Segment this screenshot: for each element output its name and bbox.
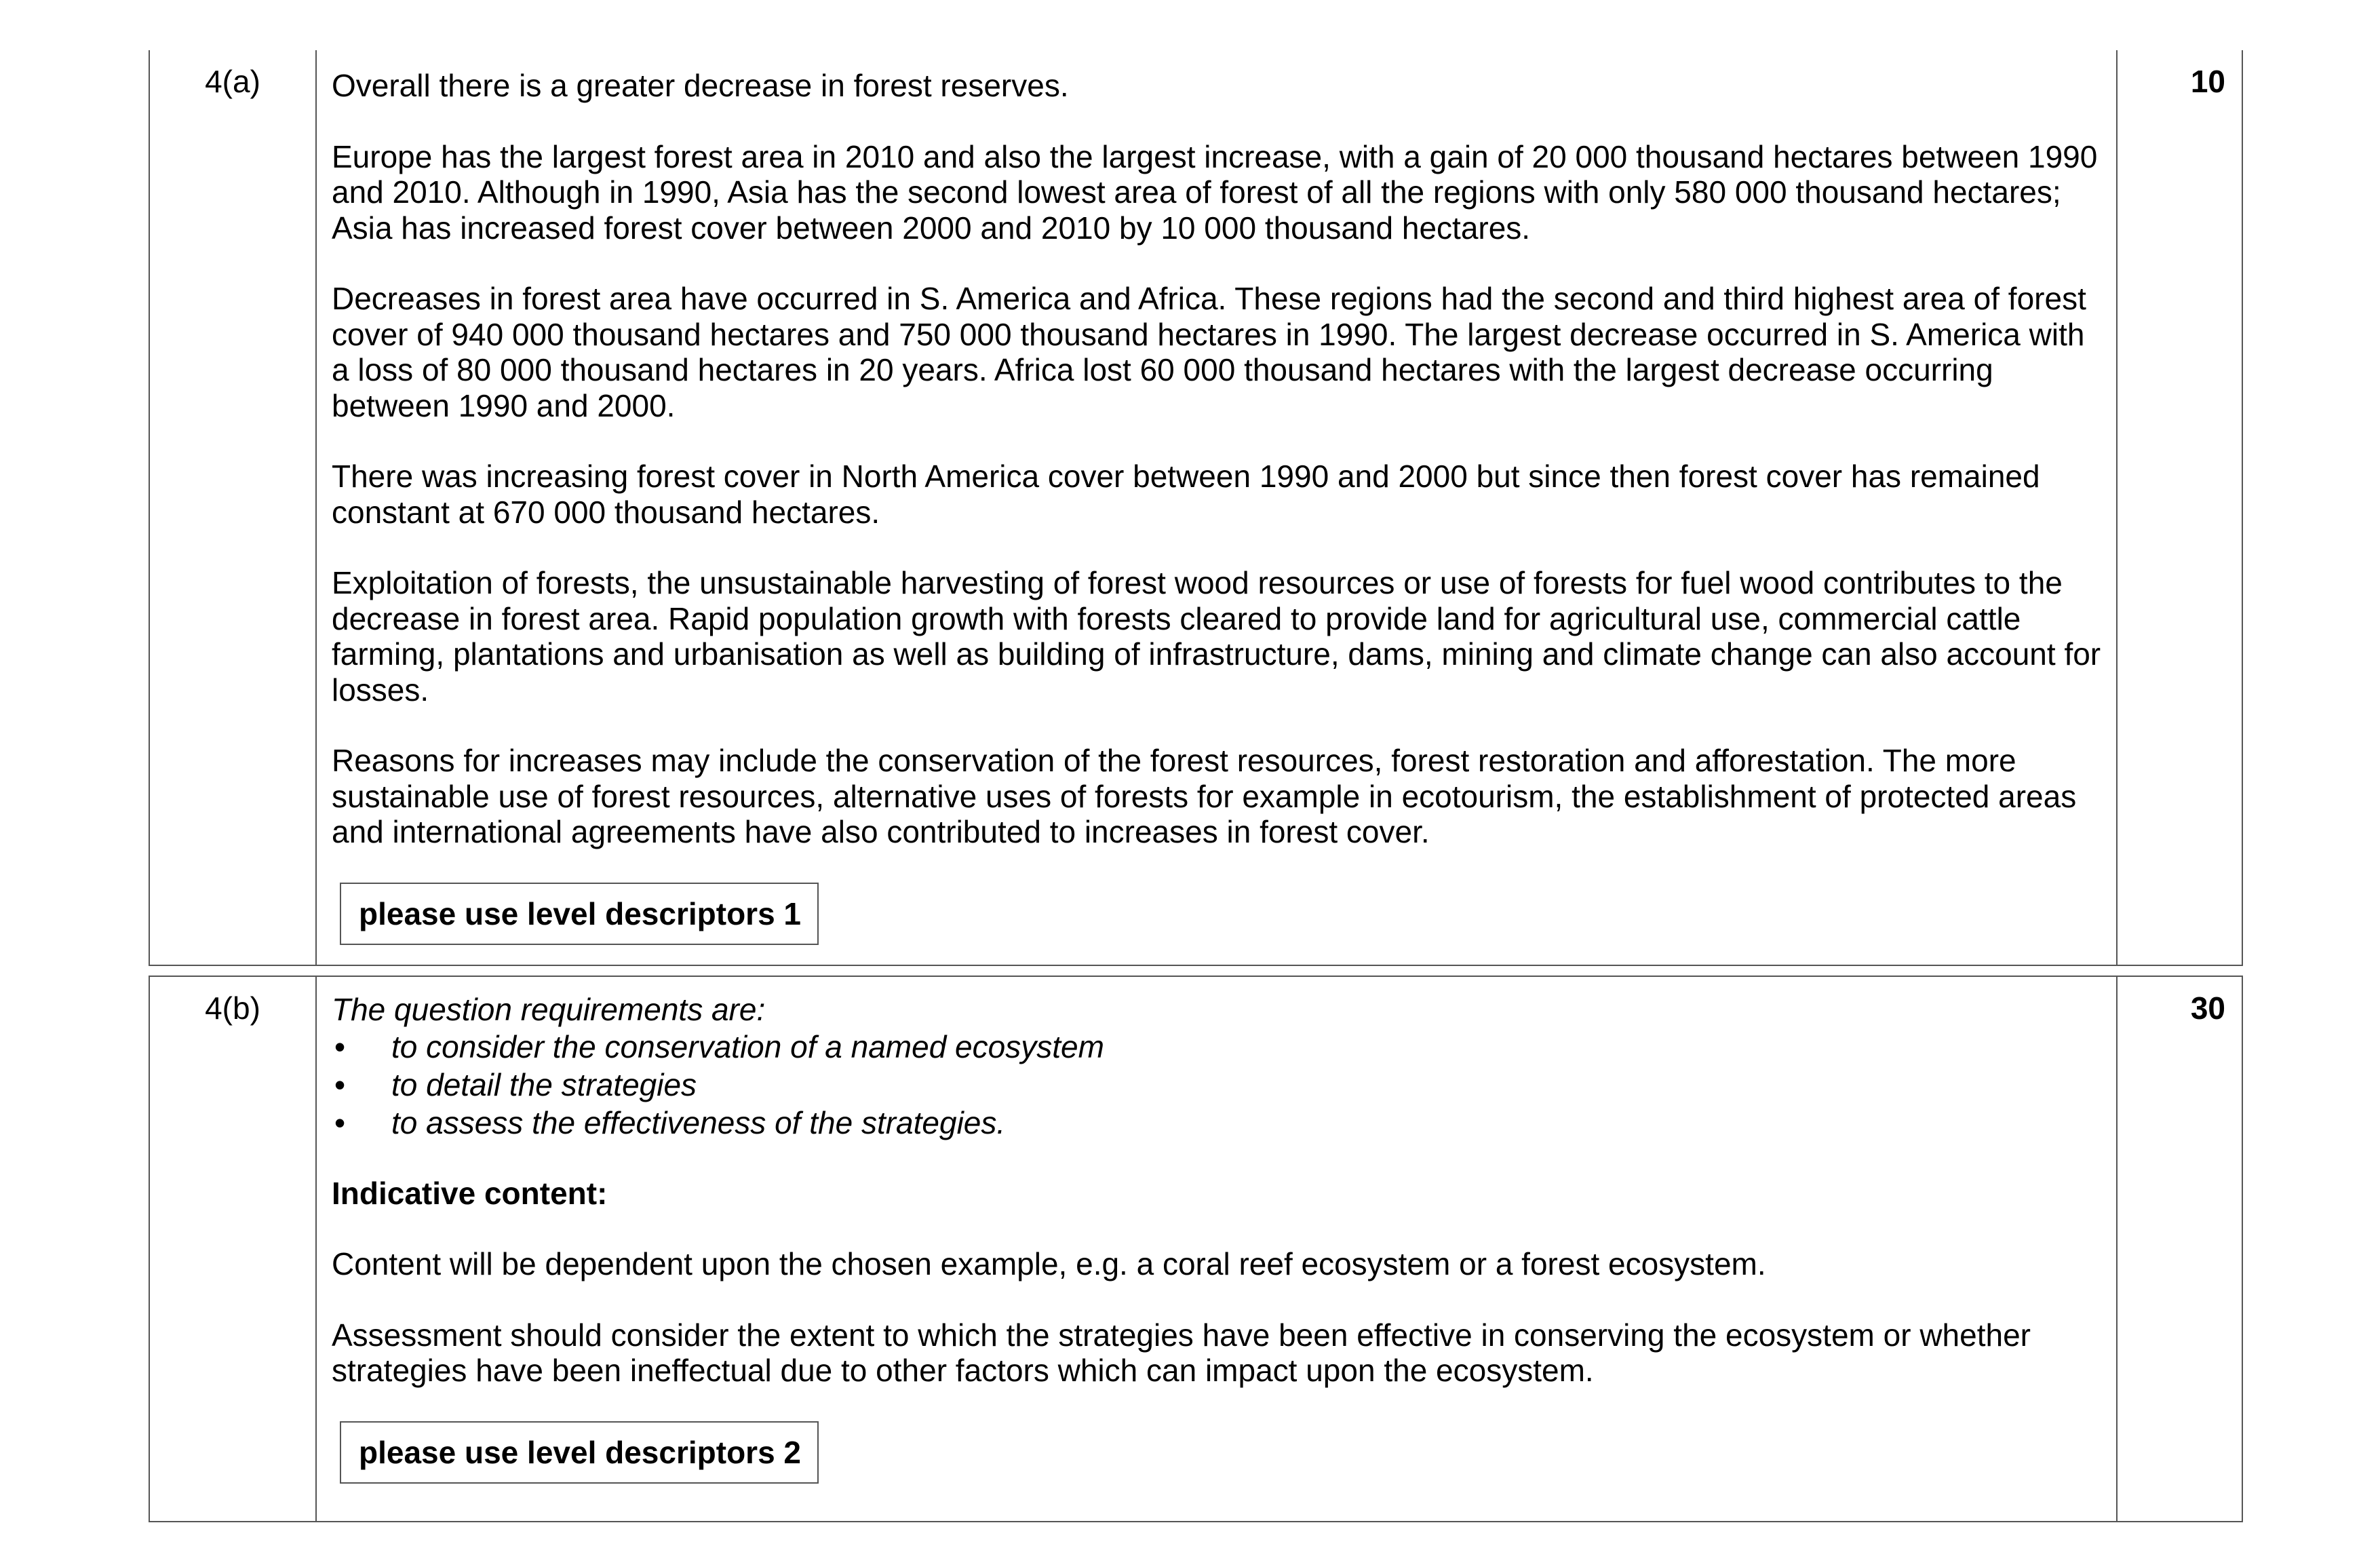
answer-paragraph: Content will be dependent upon the chosen example, e.g. a coral reef ecosystem or a forest ecosystem. (332, 1246, 1766, 1281)
indicative-content-heading: Indicative content: (332, 1175, 608, 1211)
answer-paragraph: There was increasing forest cover in North America cover between 1990 and 2000 but since then forest cover has remained constant at 670 000 thousand hectares. (332, 459, 2040, 530)
column-divider (315, 977, 317, 1521)
list-item (332, 1104, 2102, 1142)
list-item (332, 1066, 2102, 1104)
requirement-text: to assess the effectiveness of the strategies. (391, 1104, 1006, 1140)
answer-paragraph: Assessment should consider the extent to which the strategies have been effective in conserving the ecosystem or whether strategies have been ineffectual due to other factors which can impact upon the ecosystem. (332, 1317, 2031, 1388)
requirement-text: to consider the conservation of a named ecosystem (391, 1028, 1104, 1064)
column-divider (2116, 50, 2118, 965)
answer-content (332, 977, 2102, 1484)
level-descriptor-box: please use level descriptors 2 (340, 1421, 819, 1484)
bullet-icon: • (334, 1028, 346, 1064)
requirements-intro: The question requirements are: (332, 992, 766, 1027)
marks-value: 10 (2190, 64, 2225, 99)
question-number: 4(a) (205, 64, 260, 99)
mark-scheme-row-4a (149, 50, 2243, 966)
answer-paragraph: Europe has the largest forest area in 2010 and also the largest increase, with a gain of 20 000 thousand hectares between 1990 and 2010. Although in 1990, Asia has the second lowest area of forest of all the regions with only 580 000 thousand hectares; Asia has increased forest cover between 2000 and 2010 by 10 000 thousand hectares. (332, 138, 2098, 246)
marks-value: 30 (2190, 990, 2225, 1026)
column-divider (2116, 977, 2118, 1521)
bullet-icon: • (334, 1066, 346, 1102)
answer-paragraph: Exploitation of forests, the unsustainable harvesting of forest wood resources or use of forests for fuel wood contributes to the decrease in forest area. Rapid population growth with forests cleared to provide land for agricultural use, commercial cattle farming, plantations and urbanisation as well as building of infrastructure, dams, mining and climate change can also account for losses. (332, 565, 2101, 708)
question-number: 4(b) (205, 990, 260, 1026)
column-divider (315, 50, 317, 965)
level-descriptor-box: please use level descriptors 1 (340, 883, 819, 945)
answer-paragraph: Reasons for increases may include the conservation of the forest resources, forest restoration and afforestation. The more sustainable use of forest resources, alternative uses of forests for example in ecotourism, the establishment of protected areas and international agreements have also contributed to increases in forest cover. (332, 743, 2077, 849)
list-item (332, 1028, 2102, 1066)
answer-paragraph: Overall there is a greater decrease in forest reserves. (332, 68, 1069, 103)
answer-paragraph: Decreases in forest area have occurred in S. America and Africa. These regions had the second and third highest area of forest cover of 940 000 thousand hectares and 750 000 thousand hectares in 1990. The largest decrease occurred in S. America with a loss of 80 000 thousand hectares in 20 years. Africa lost 60 000 thousand hectares with the largest decrease occurring between 1990 and 2000. (332, 281, 2086, 423)
bullet-icon: • (334, 1104, 346, 1140)
requirement-text: to detail the strategies (391, 1066, 697, 1102)
requirements-list (332, 1028, 2102, 1142)
mark-scheme-row-4b (149, 976, 2243, 1522)
answer-content (332, 50, 2102, 945)
